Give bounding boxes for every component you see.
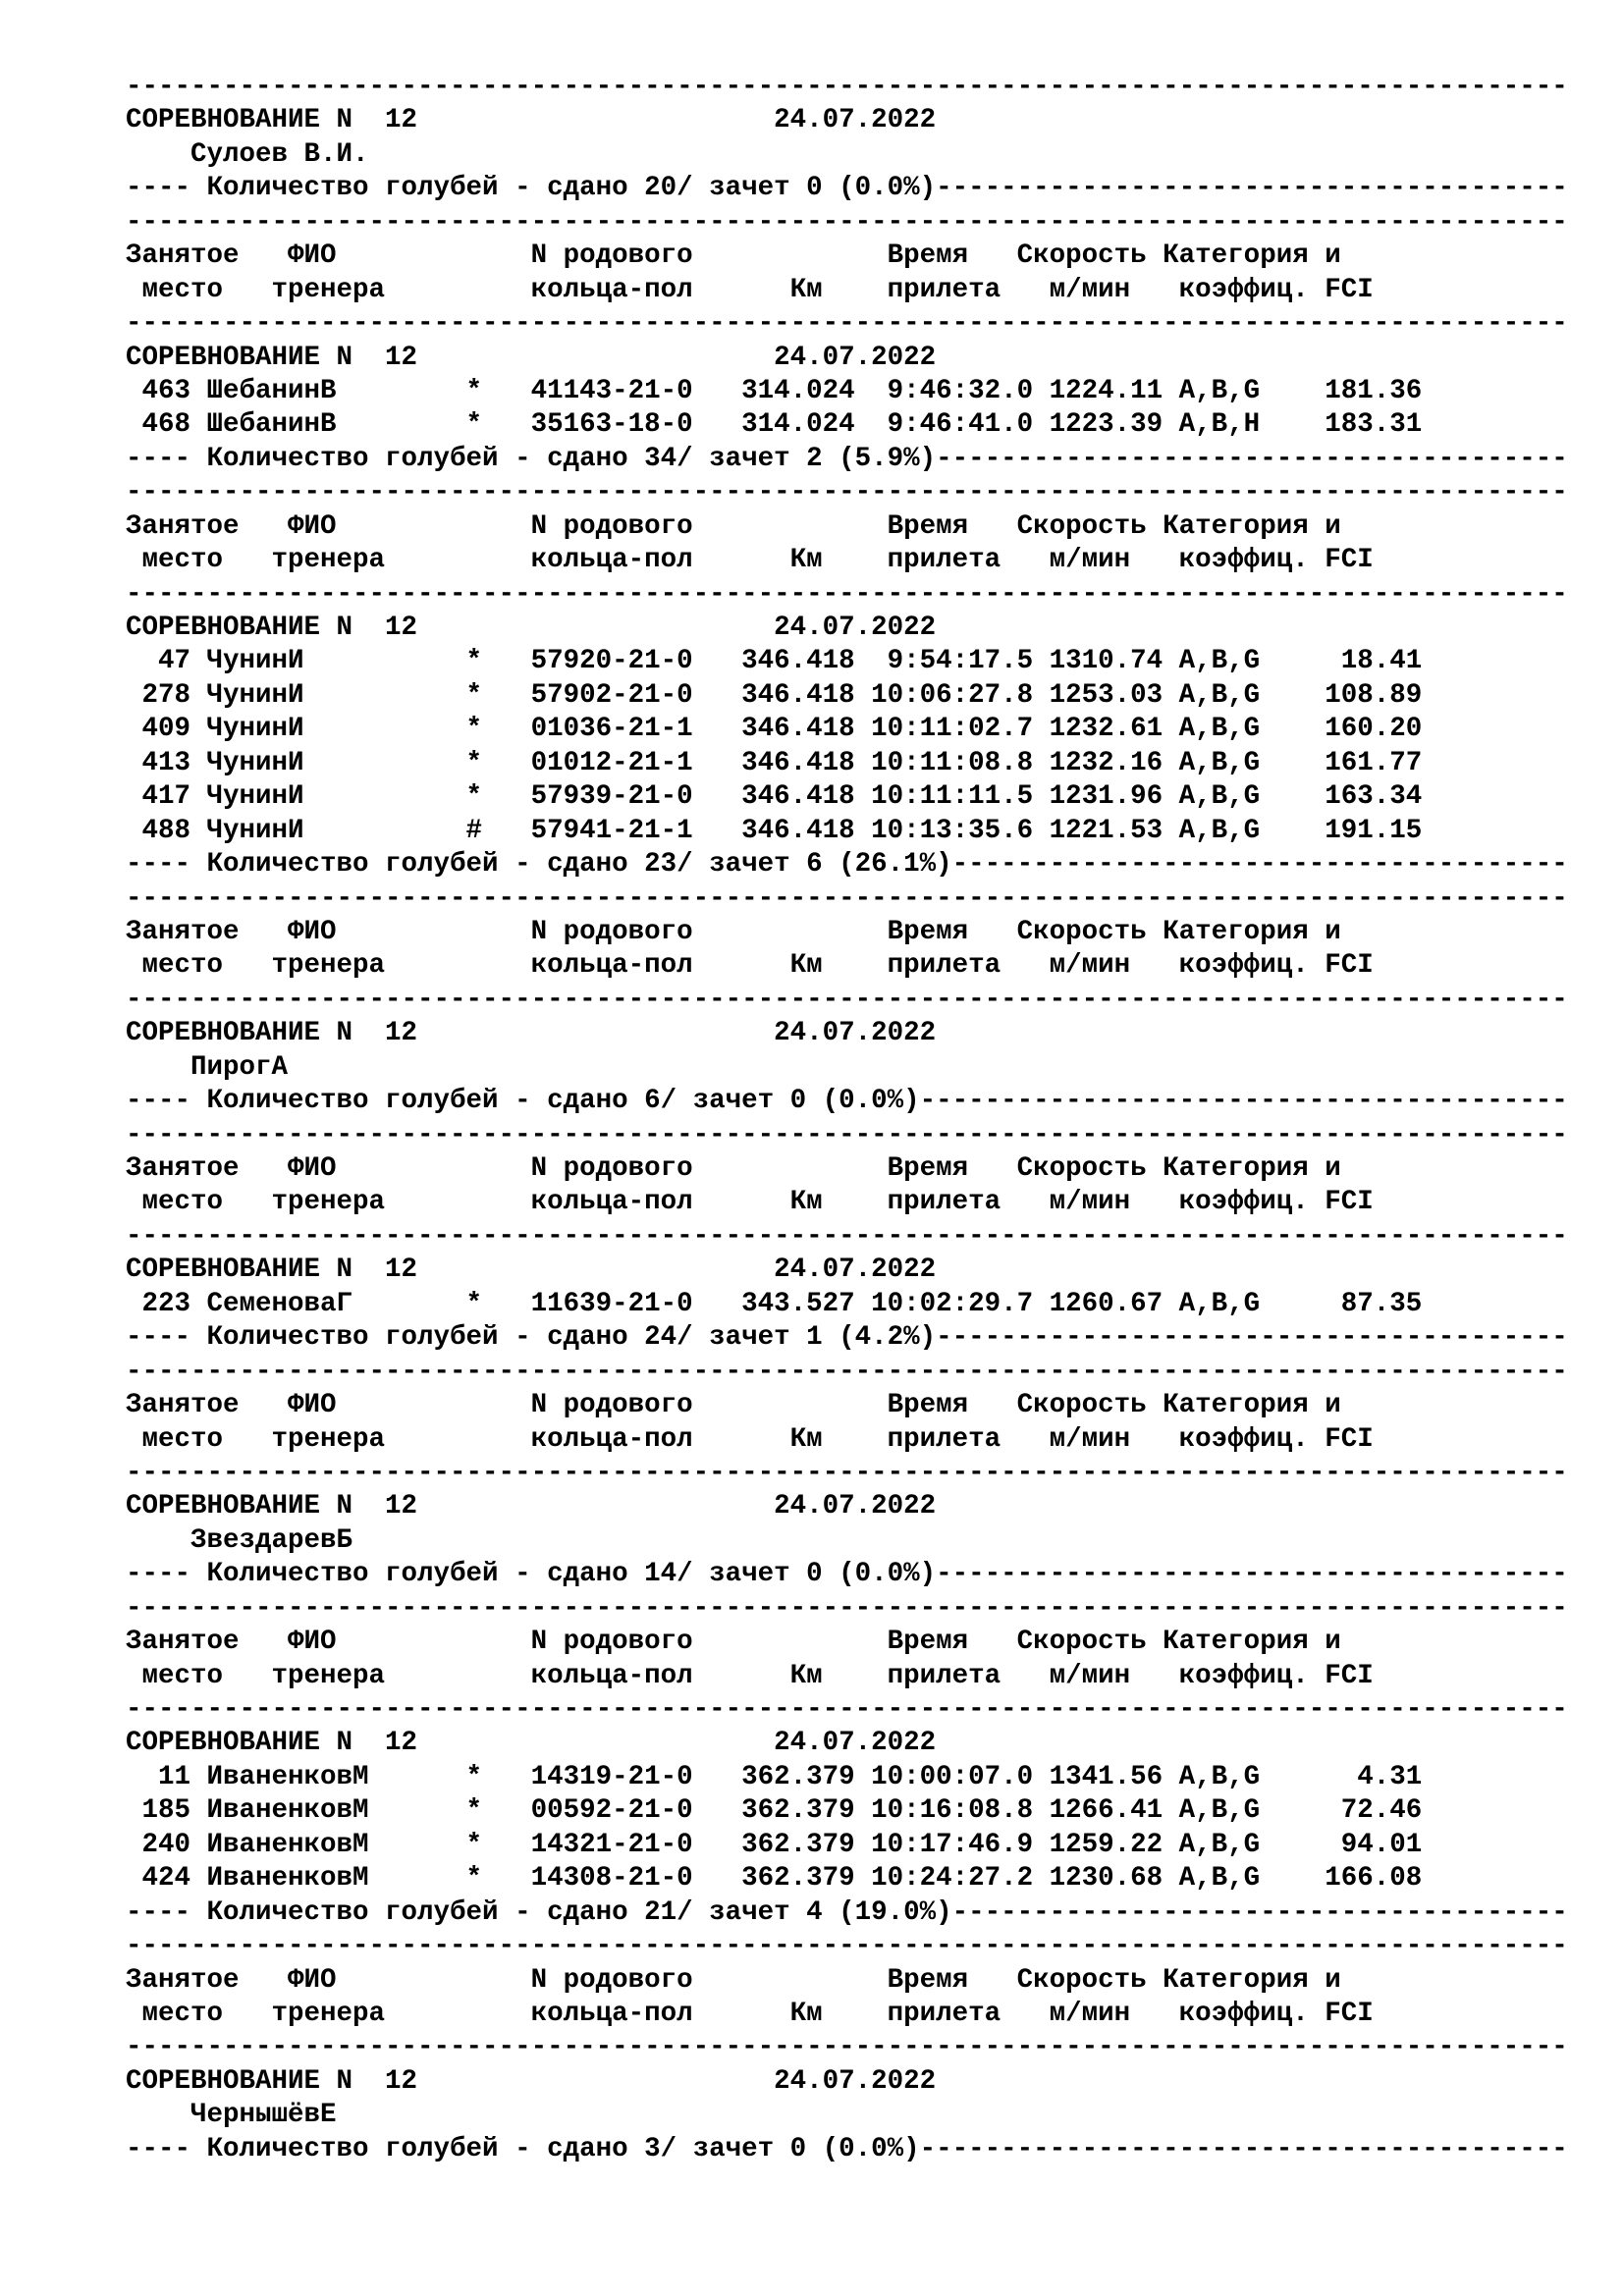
competition-header: СОРЕВНОВАНИЕ N 12 24.07.2022 (126, 1728, 937, 1759)
column-header-row-2: место тренера кольца-пол Км прилета м/мин коэффиц. FCI (126, 1187, 1374, 1218)
rule-extension: ----------------------- (1195, 308, 1568, 340)
trainer-name: ЧернышёвЕ (126, 2100, 337, 2131)
competition-header: СОРЕВНОВАНИЕ N 12 24.07.2022 (126, 1491, 937, 1522)
result-row: 11 ИваненковМ * 14319-21-0 362.379 10:00:07.0 1341.56 A,B,G 4.31 (126, 1761, 1423, 1792)
rule-extension: ----------------------- (1195, 1457, 1568, 1488)
rule-extension: ----------------------- (1195, 1119, 1568, 1150)
rule-extension: ----------------------- (1195, 1592, 1568, 1624)
separator-line: ----------------------------------------------------------------------------------------- (126, 882, 1568, 914)
rule-extension: ----------------------- (1195, 1356, 1568, 1387)
rule-extension: ----------------------- (1195, 1220, 1568, 1252)
column-header-row-1: Занятое ФИО N родового Время Скорость Категория и (126, 1627, 1341, 1658)
competition-header: СОРЕВНОВАНИЕ N 12 24.07.2022 (126, 105, 937, 136)
result-row: 223 СеменоваГ * 11639-21-0 343.527 10:02:29.7 1260.67 A,B,G 87.35 (126, 1288, 1423, 1319)
column-header-row-2: место тренера кольца-пол Км прилета м/мин коэффиц. FCI (126, 1998, 1374, 2029)
column-header-row-2: место тренера кольца-пол Км прилета м/мин коэффиц. FCI (126, 1660, 1374, 1691)
separator-line: ----------------------------------------------------------------------------------------- (126, 578, 1568, 610)
result-row: 463 ШебанинВ * 41143-21-0 314.024 9:46:32.0 1224.11 A,B,G 181.36 (126, 375, 1423, 406)
column-header-row-1: Занятое ФИО N родового Время Скорость Категория и (126, 1390, 1341, 1421)
column-header-row-1: Занятое ФИО N родового Время Скорость Категория и (126, 916, 1341, 947)
competition-header: СОРЕВНОВАНИЕ N 12 24.07.2022 (126, 2065, 937, 2097)
separator-line: ----------------------------------------------------------------------------------------- (126, 72, 1568, 102)
separator-line: ----------------------------------------------------------------------------------------- (126, 206, 1568, 238)
result-row: 185 ИваненковМ * 00592-21-0 362.379 10:16:08.8 1266.41 A,B,G 72.46 (126, 1795, 1423, 1827)
pigeon-count-summary: ---- Количество голубей - сдано 20/ зачет 0 (0.0%)--------------------------------------- (126, 173, 1568, 204)
result-row: 278 ЧунинИ * 57902-21-0 346.418 10:06:27.8 1253.03 A,B,G 108.89 (126, 679, 1423, 711)
separator-line: ----------------------------------------------------------------------------------------- (126, 1694, 1568, 1725)
separator-line: ----------------------------------------------------------------------------------------- (126, 984, 1568, 1015)
column-header-row-2: место тренера кольца-пол Км прилета м/мин коэффиц. FCI (126, 1423, 1374, 1455)
results-printout (126, 71, 1598, 2166)
column-header-row-2: место тренера кольца-пол Км прилета м/мин коэффиц. FCI (126, 274, 1374, 305)
result-row: 47 ЧунинИ * 57920-21-0 346.418 9:54:17.5 1310.74 A,B,G 18.41 (126, 646, 1423, 677)
trainer-name: ЗвездаревБ (126, 1524, 353, 1556)
column-header-row-1: Занятое ФИО N родового Время Скорость Категория и (126, 1964, 1341, 1996)
result-row: 240 ИваненковМ * 14321-21-0 362.379 10:17:46.9 1259.22 A,B,G 94.01 (126, 1829, 1423, 1860)
separator-line: ----------------------------------------------------------------------------------------- (126, 1592, 1568, 1624)
rule-extension: ----------------------- (1195, 849, 1568, 881)
rule-extension: ----------------------- (1195, 477, 1568, 508)
separator-line: ----------------------------------------------------------------------------------------- (126, 1457, 1568, 1488)
column-header-row-1: Занятое ФИО N родового Время Скорость Категория и (126, 1153, 1341, 1184)
rule-extension: ----------------------- (1195, 72, 1568, 102)
column-header-row-1: Занятое ФИО N родового Время Скорость Категория и (126, 510, 1341, 542)
pigeon-count-summary: ---- Количество голубей - сдано 6/ зачет 0 (0.0%)---------------------------------------- (126, 1086, 1568, 1117)
result-row: 417 ЧунинИ * 57939-21-0 346.418 10:11:11.5 1231.96 A,B,G 163.34 (126, 781, 1423, 813)
column-header-row-1: Занятое ФИО N родового Время Скорость Категория и (126, 240, 1341, 272)
rule-extension: ----------------------- (1195, 1931, 1568, 1962)
trainer-name: ПирогА (126, 1051, 289, 1083)
rule-extension: ----------------------- (1195, 1896, 1568, 1928)
separator-line: ----------------------------------------------------------------------------------------- (126, 1356, 1568, 1387)
rule-extension: ----------------------- (1195, 1322, 1568, 1354)
rule-extension: ----------------------- (1195, 1086, 1568, 1117)
rule-extension: ----------------------- (1195, 1694, 1568, 1725)
rule-extension: ----------------------- (1195, 578, 1568, 610)
result-row: 468 ШебанинВ * 35163-18-0 314.024 9:46:41.0 1223.39 A,B,H 183.31 (126, 409, 1423, 441)
pigeon-count-summary: ---- Количество голубей - сдано 23/ зачет 6 (26.1%)-------------------------------------- (126, 849, 1568, 881)
rule-extension: ----------------------- (1195, 443, 1568, 474)
column-header-row-2: место тренера кольца-пол Км прилета м/мин коэффиц. FCI (126, 545, 1374, 576)
separator-line: ----------------------------------------------------------------------------------------- (126, 477, 1568, 508)
rule-extension: ----------------------- (1195, 882, 1568, 914)
rule-extension: ----------------------- (1195, 2032, 1568, 2063)
rule-extension: ----------------------- (1195, 984, 1568, 1015)
column-header-row-2: место тренера кольца-пол Км прилета м/мин коэффиц. FCI (126, 950, 1374, 982)
pigeon-count-summary: ---- Количество голубей - сдано 34/ зачет 2 (5.9%)--------------------------------------- (126, 443, 1568, 474)
rule-extension: ----------------------- (1195, 2133, 1568, 2164)
pigeon-count-summary: ---- Количество голубей - сдано 14/ зачет 0 (0.0%)--------------------------------------- (126, 1559, 1568, 1590)
rule-extension: ----------------------- (1195, 173, 1568, 204)
separator-line: ----------------------------------------------------------------------------------------- (126, 1119, 1568, 1150)
rule-extension: ----------------------- (1195, 1559, 1568, 1590)
rule-extension: ----------------------- (1195, 206, 1568, 238)
separator-line: ----------------------------------------------------------------------------------------- (126, 1931, 1568, 1962)
result-row: 409 ЧунинИ * 01036-21-1 346.418 10:11:02.7 1232.61 A,B,G 160.20 (126, 714, 1423, 745)
separator-line: ----------------------------------------------------------------------------------------- (126, 2032, 1568, 2063)
separator-line: ----------------------------------------------------------------------------------------- (126, 308, 1568, 340)
competition-header: СОРЕВНОВАНИЕ N 12 24.07.2022 (126, 1255, 937, 1286)
pigeon-count-summary: ---- Количество голубей - сдано 21/ зачет 4 (19.0%)-------------------------------------- (126, 1896, 1568, 1928)
separator-line: ----------------------------------------------------------------------------------------- (126, 1220, 1568, 1252)
pigeon-count-summary: ---- Количество голубей - сдано 3/ зачет 0 (0.0%)---------------------------------------- (126, 2133, 1568, 2164)
trainer-name: Сулоев В.И. (126, 138, 369, 170)
competition-header: СОРЕВНОВАНИЕ N 12 24.07.2022 (126, 342, 937, 373)
result-row: 413 ЧунинИ * 01012-21-1 346.418 10:11:08.8 1232.16 A,B,G 161.77 (126, 747, 1423, 778)
pigeon-count-summary: ---- Количество голубей - сдано 24/ зачет 1 (4.2%)--------------------------------------- (126, 1322, 1568, 1354)
competition-header: СОРЕВНОВАНИЕ N 12 24.07.2022 (126, 1018, 937, 1049)
result-row: 488 ЧунинИ # 57941-21-1 346.418 10:13:35.6 1221.53 A,B,G 191.15 (126, 815, 1423, 846)
result-row: 424 ИваненковМ * 14308-21-0 362.379 10:24:27.2 1230.68 A,B,G 166.08 (126, 1863, 1423, 1895)
competition-header: СОРЕВНОВАНИЕ N 12 24.07.2022 (126, 613, 937, 643)
